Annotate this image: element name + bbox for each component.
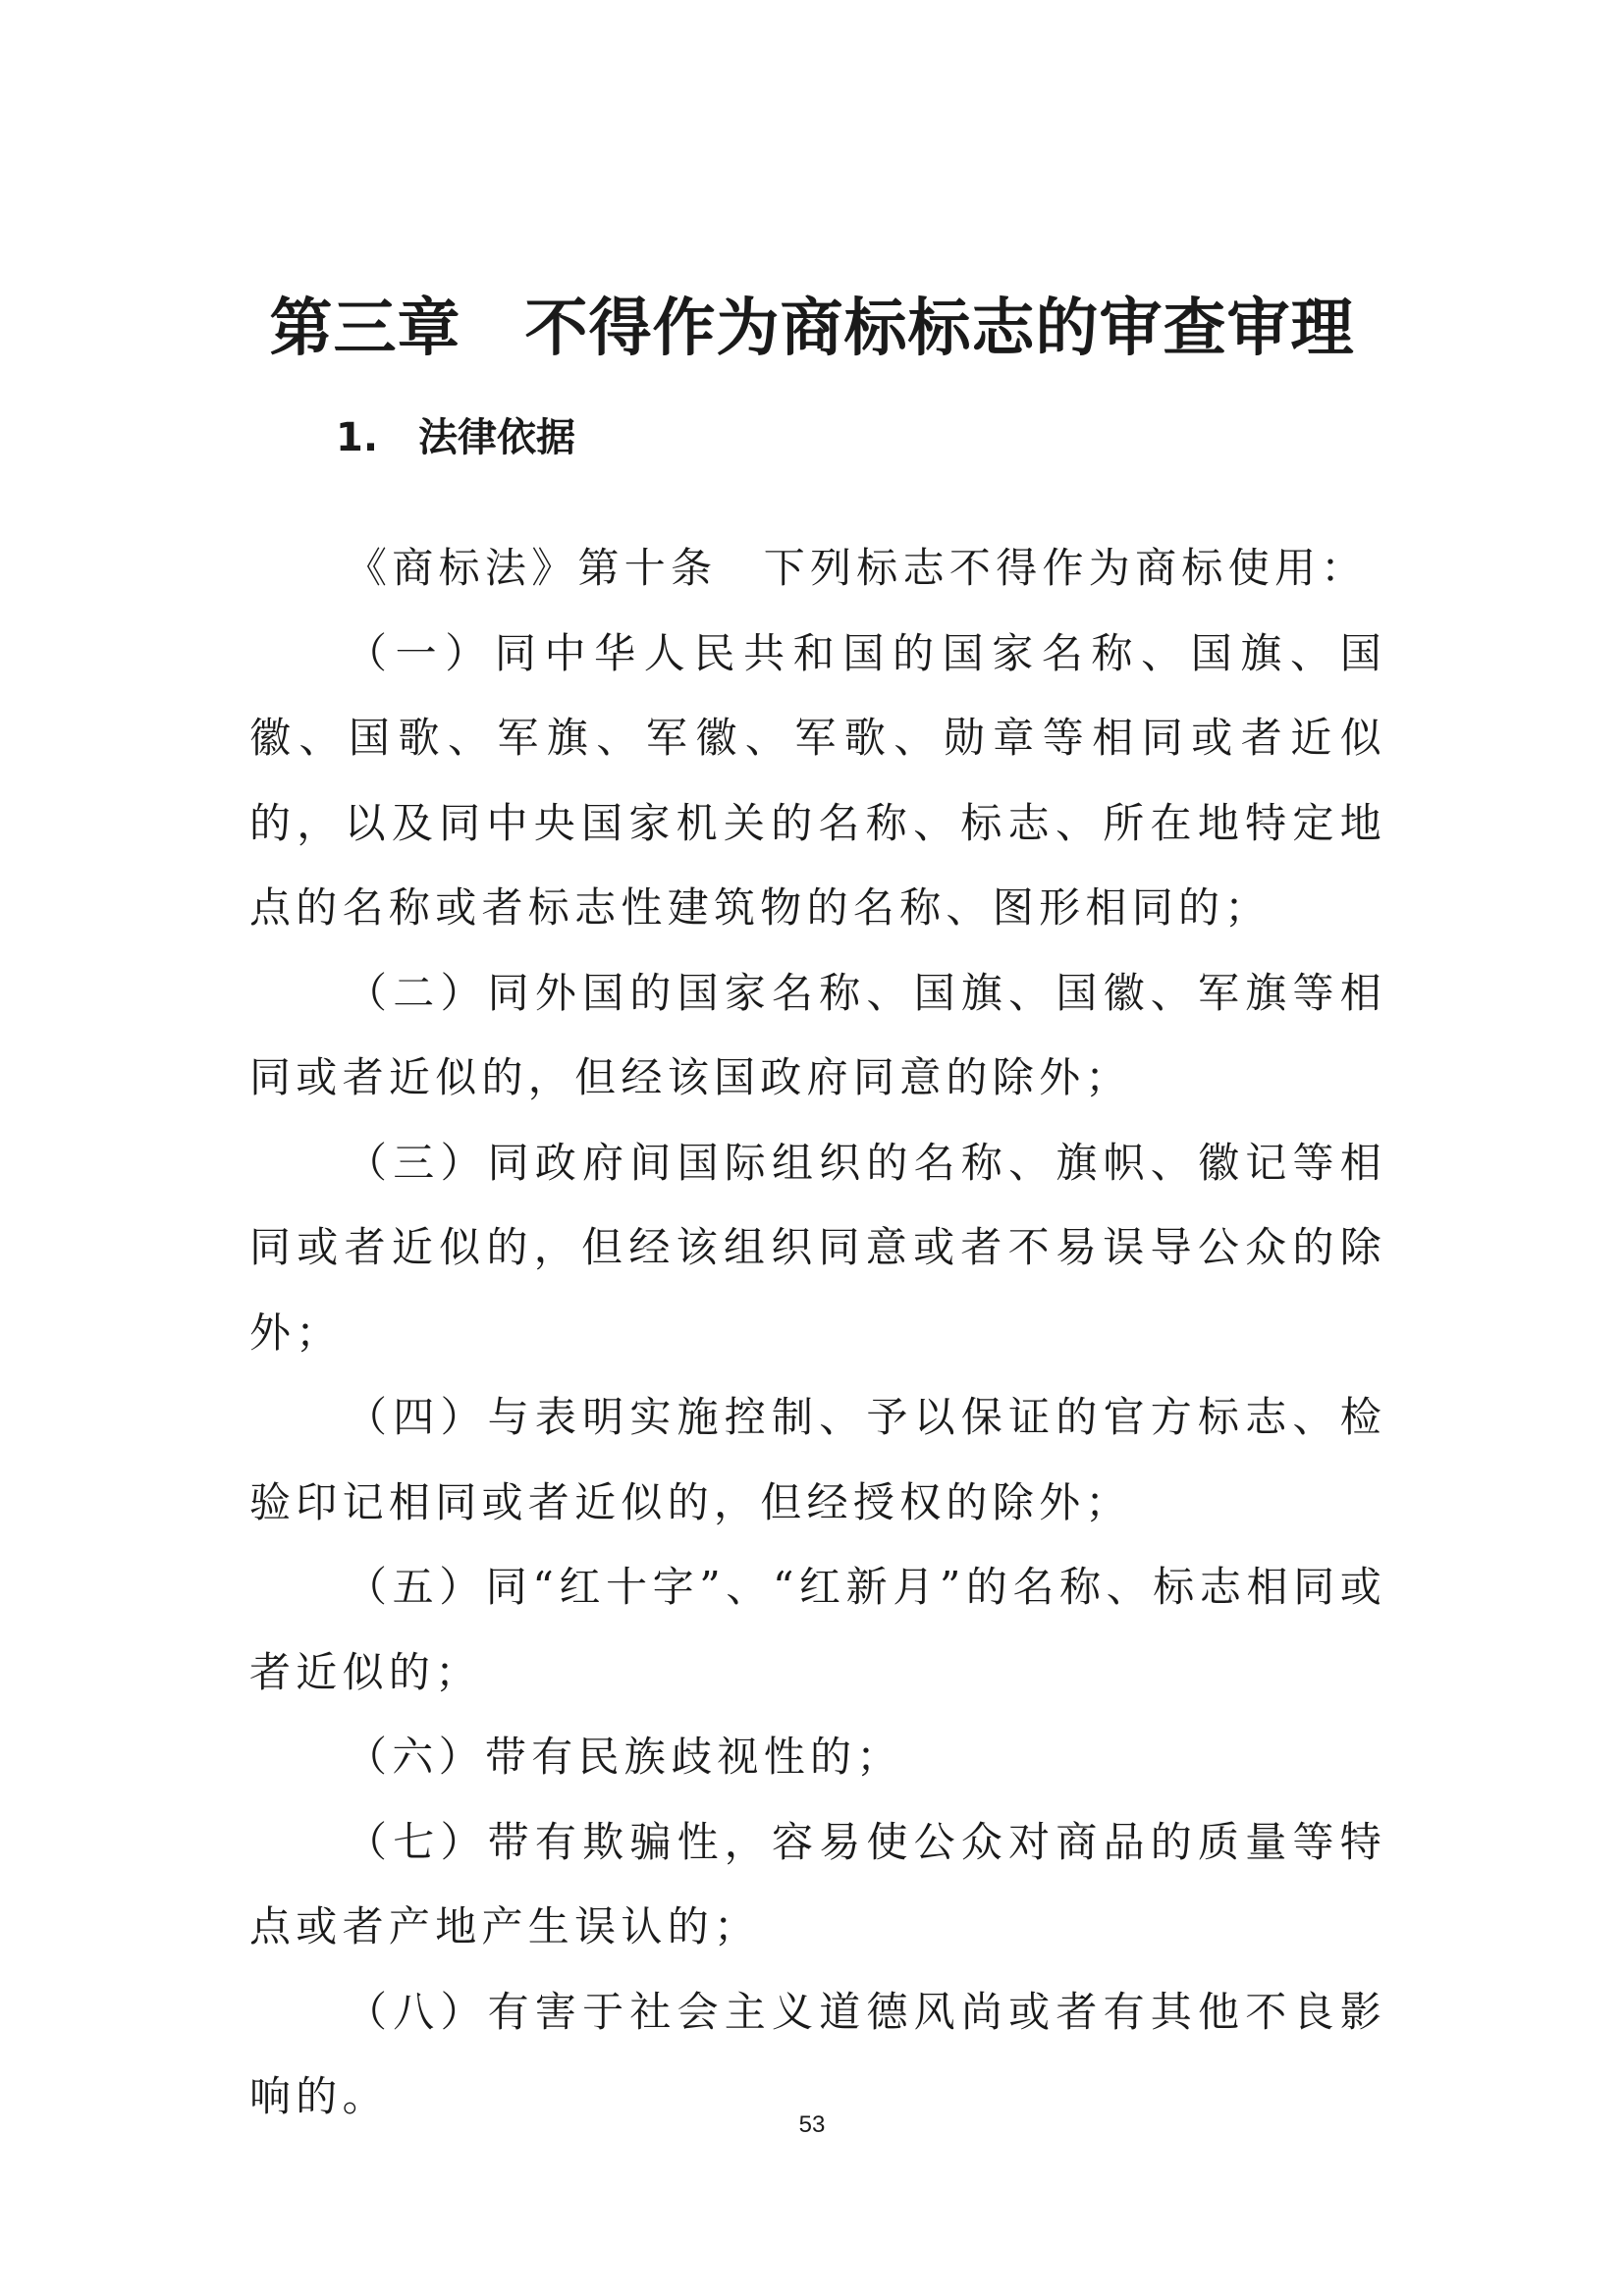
list-item: （四）与表明实施控制、予以保证的官方标志、检验印记相同或者近似的，但经授权的除外； — [249, 1393, 1386, 1526]
list-item: （八）有害于社会主义道德风尚或者有其他不良影响的。 — [249, 1987, 1386, 2120]
section-number: 1. — [336, 415, 379, 460]
list-item: （二）同外国的国家名称、国旗、国徽、军旗等相同或者近似的，但经该国政府同意的除外； — [249, 968, 1386, 1101]
chapter-title: 第三章 不得作为商标标志的审查审理 — [269, 292, 1355, 365]
list-item: （三）同政府间国际组织的名称、旗帜、徽记等相同或者近似的，但经该组织同意或者不易误导公众的除外； — [249, 1138, 1386, 1357]
list-item: （五）同“红十字”、“红新月”的名称、标志相同或者近似的； — [249, 1563, 1386, 1696]
list-item: （六）带有民族歧视性的； — [346, 1733, 903, 1781]
intro-paragraph: 《商标法》第十条 下列标志不得作为商标使用： — [346, 544, 1368, 592]
list-item: （一）同中华人民共和国的国家名称、国旗、国徽、国歌、军旗、军徽、军歌、勋章等相同或者近似的，以及同中央国家机关的名称、标志、所在地特定地点的名称或者标志性建筑物的名称、图形相同的； — [249, 628, 1386, 932]
section-heading — [336, 410, 575, 465]
body-text — [249, 526, 1386, 2140]
page-number: 53 — [798, 2111, 826, 2138]
section-title: 法律依据 — [418, 415, 575, 460]
list-item: （七）带有欺骗性，容易使公众对商品的质量等特点或者产地产生误认的； — [249, 1817, 1386, 1950]
